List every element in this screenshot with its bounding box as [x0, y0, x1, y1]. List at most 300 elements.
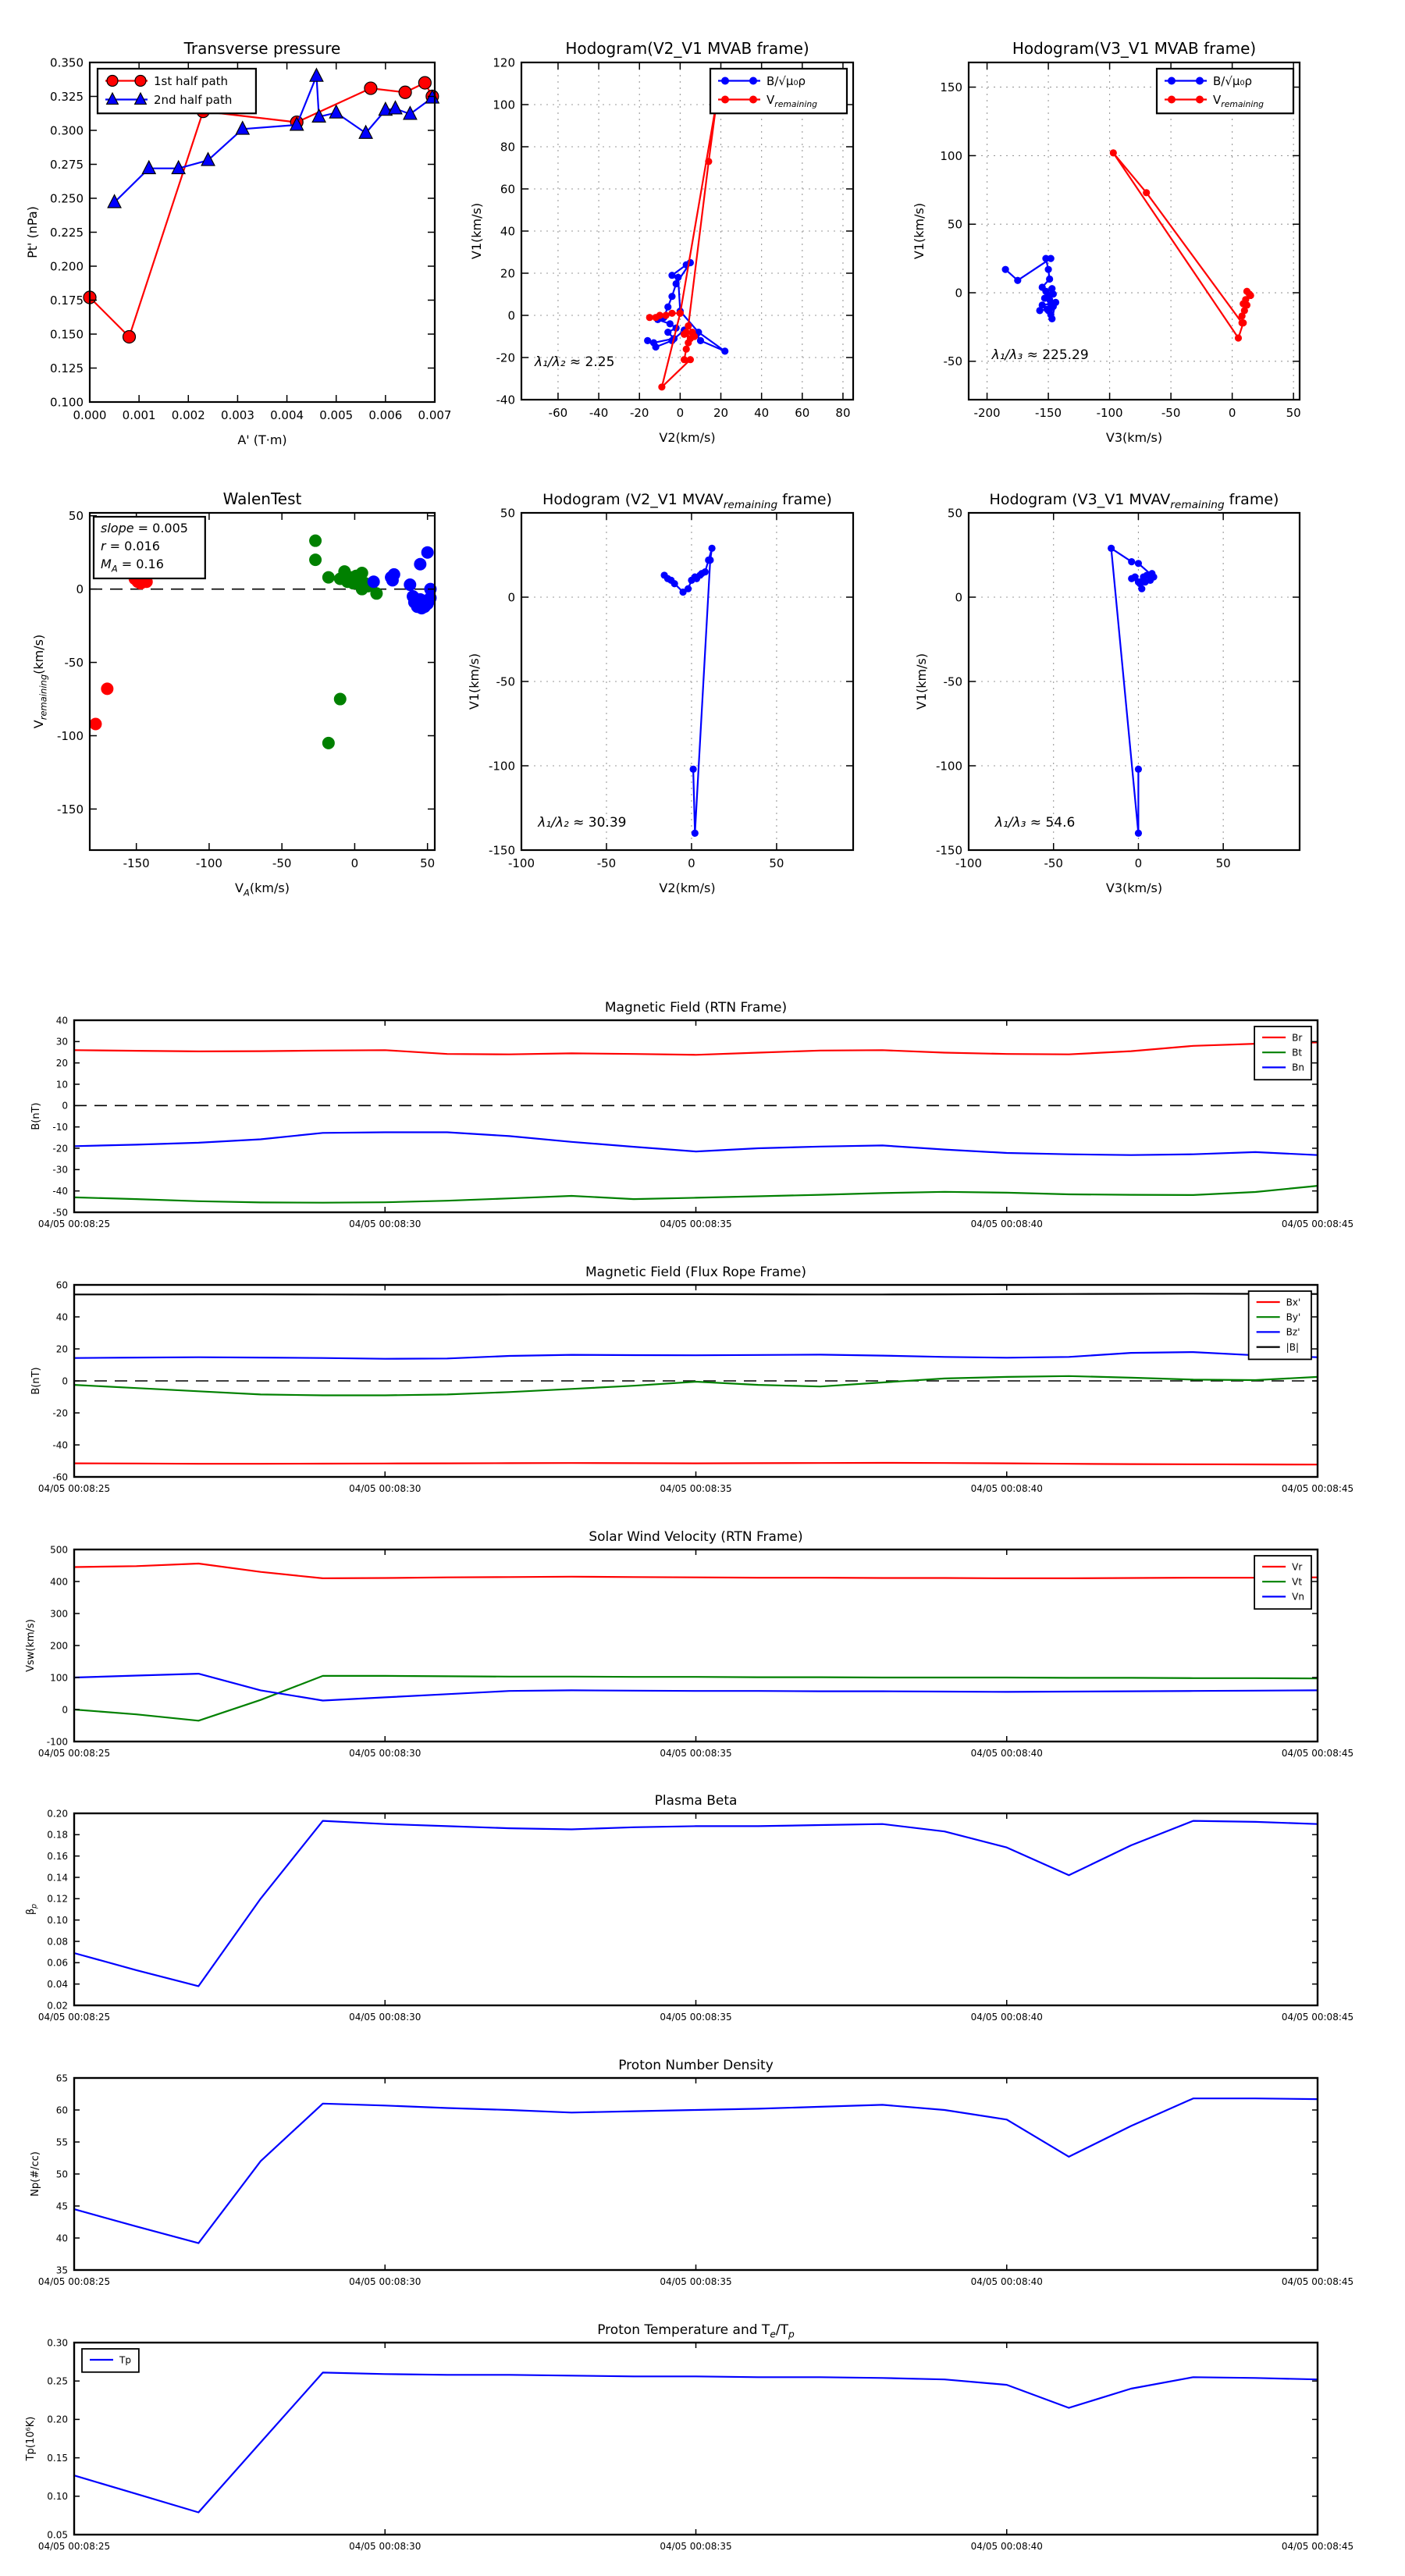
x-tick-label: 04/05 00:08:30: [349, 2012, 422, 2023]
data-point-marker: [1168, 96, 1176, 104]
hodo_v3_mvav-series-V hodogram: [1112, 548, 1154, 833]
b_rtn-ylabel: B(nT): [30, 1102, 42, 1130]
hodo_v2_mvav-xlabel: V2(km/s): [659, 881, 716, 895]
legend-label: $V_{remaining}$: [1213, 92, 1264, 109]
infobox-line: slope = 0.005: [101, 521, 188, 536]
legend-label: Bz': [1286, 1326, 1300, 1338]
circle-marker: [123, 330, 136, 343]
hodo_v3_mvab-ylabel: V1(km/s): [912, 202, 927, 260]
data-point-marker: [644, 337, 651, 344]
x-tick-label: -20: [629, 406, 649, 420]
y-tick-label: -20: [496, 350, 515, 365]
x-tick-label: 04/05 00:08:45: [1281, 1219, 1354, 1229]
x-tick-label: 04/05 00:08:25: [37, 2012, 111, 2023]
data-point-marker: [1048, 315, 1055, 322]
data-point-marker: [692, 830, 699, 837]
transverse-series-1st half path: [90, 83, 432, 336]
legend-label: Tp: [119, 2354, 131, 2366]
x-tick-label: 04/05 00:08:40: [970, 1483, 1043, 1494]
y-tick-label: 0: [62, 1375, 68, 1387]
data-point-marker: [1143, 189, 1150, 196]
y-tick-label: -50: [52, 1207, 68, 1219]
b_fr-series-By': [74, 1376, 1318, 1396]
y-tick-label: 0.15: [47, 2452, 68, 2464]
y-tick-label: -50: [943, 674, 962, 689]
y-tick-label: 300: [50, 1608, 68, 1620]
y-tick-label: 50: [55, 2169, 68, 2180]
y-tick-label: 60: [500, 182, 515, 197]
y-tick-label: 0.06: [47, 1957, 68, 1969]
chart-hodo_v3_mvav: [914, 491, 1300, 895]
x-tick-label: 04/05 00:08:25: [37, 2541, 111, 2552]
y-tick-label: 0.175: [50, 293, 84, 308]
x-tick-label: 20: [713, 406, 729, 420]
y-tick-label: 0.350: [50, 55, 84, 70]
triangle-marker: [201, 153, 215, 165]
legend-label: Vt: [1292, 1576, 1303, 1588]
data-point-marker: [1036, 307, 1043, 314]
x-tick-label: 04/05 00:08:35: [660, 2541, 732, 2552]
vsw-title: Solar Wind Velocity (RTN Frame): [589, 1529, 803, 1545]
x-tick-label: -100: [1096, 406, 1123, 420]
data-point-marker: [1196, 77, 1204, 85]
y-tick-label: 50: [947, 506, 962, 521]
x-tick-label: 0.000: [73, 408, 107, 422]
beta-ylabel: $\beta_p$: [25, 1903, 39, 1916]
x-tick-label: 50: [1215, 856, 1231, 870]
legend-label: Br: [1292, 1032, 1303, 1044]
chart-hodo_v2_mvav: [467, 491, 853, 895]
data-point-marker: [705, 158, 712, 165]
data-point-marker: [690, 766, 697, 773]
transverse-legend: [98, 69, 256, 113]
y-tick-label: 0.08: [47, 1936, 68, 1948]
triangle-marker: [142, 161, 155, 173]
y-tick-label: 20: [500, 266, 515, 281]
tp-ylabel: Tp(10⁶K): [25, 2416, 37, 2461]
data-point-marker: [322, 571, 335, 584]
x-tick-label: 04/05 00:08:40: [970, 2541, 1043, 2552]
hodo_v3_mvav-annotation: λ₁/λ₃ ≈ 54.6: [994, 814, 1076, 831]
x-tick-label: 0.004: [270, 408, 304, 422]
x-tick-label: 0: [688, 856, 695, 870]
x-tick-label: -100: [955, 856, 983, 870]
x-tick-label: 04/05 00:08:45: [1281, 2541, 1354, 2552]
walen-title: WalenTest: [222, 489, 302, 508]
data-point-marker: [1135, 560, 1142, 567]
vsw-series-Vr: [74, 1564, 1318, 1578]
data-point-marker: [309, 553, 322, 566]
hodo_v2_mvav-title: Hodogram (V2_V1 $MVAV_{remaining}$ frame): [542, 491, 832, 512]
data-point-marker: [702, 568, 709, 575]
chart-walen: [31, 489, 436, 898]
data-point-marker: [749, 96, 757, 104]
b_fr-ylabel: B(nT): [30, 1367, 42, 1395]
y-tick-label: -100: [935, 759, 962, 774]
b_rtn-series-Bt: [74, 1186, 1318, 1203]
data-point-marker: [668, 293, 675, 300]
y-tick-label: 500: [50, 1544, 68, 1556]
transverse-markers-1st half path: [84, 73, 439, 343]
b_fr-series-Bx': [74, 1463, 1318, 1464]
chart-hodo_v3_mvab: [912, 39, 1301, 445]
x-tick-label: 0.002: [171, 408, 205, 422]
legend-label: By': [1286, 1311, 1301, 1323]
chart-tp: [25, 2322, 1353, 2552]
x-tick-label: 04/05 00:08:25: [37, 1219, 111, 1229]
x-tick-label: 0: [350, 856, 359, 870]
circle-marker: [135, 76, 146, 87]
y-tick-label: 35: [55, 2265, 68, 2276]
hodo_v2_mvab-legend: [710, 69, 847, 113]
x-tick-label: -50: [1044, 856, 1063, 870]
y-tick-label: 0: [507, 590, 515, 605]
x-tick-label: 04/05 00:08:40: [970, 1219, 1043, 1229]
x-tick-label: 0.005: [319, 408, 354, 422]
data-point-marker: [652, 314, 659, 321]
b_rtn-title: Magnetic Field (RTN Frame): [604, 1000, 788, 1016]
y-tick-label: -150: [935, 843, 962, 858]
b_rtn-series-Br: [74, 1042, 1318, 1055]
data-point-marker: [1041, 294, 1048, 301]
y-tick-label: 0.02: [47, 2000, 68, 2012]
data-point-marker: [1002, 266, 1009, 273]
transverse-ylabel: Pt' (nPa): [25, 206, 40, 258]
y-tick-label: -60: [52, 1471, 68, 1483]
data-point-marker: [368, 575, 380, 588]
y-tick-label: 65: [55, 2073, 68, 2084]
y-tick-label: 0.150: [50, 327, 84, 342]
y-tick-label: -40: [52, 1185, 68, 1197]
triangle-marker: [389, 101, 402, 114]
y-tick-label: 0.20: [47, 2414, 68, 2425]
x-tick-label: 04/05 00:08:45: [1281, 2276, 1354, 2287]
transverse-title: Transverse pressure: [183, 39, 341, 58]
x-tick-label: -100: [195, 856, 222, 870]
data-point-marker: [1128, 558, 1135, 565]
x-tick-label: 04/05 00:08:25: [37, 2276, 111, 2287]
x-tick-label: -40: [589, 406, 609, 420]
y-tick-label: 60: [55, 1279, 68, 1291]
data-point-marker: [683, 329, 690, 336]
y-tick-label: 0.18: [47, 1829, 68, 1841]
data-point-marker: [681, 356, 688, 363]
y-tick-label: 0: [76, 582, 84, 597]
data-point-marker: [663, 311, 670, 318]
x-tick-label: 04/05 00:08:30: [349, 1483, 422, 1494]
legend-label: $V_{remaining}$: [767, 92, 818, 109]
vsw-legend: [1254, 1556, 1311, 1609]
walen-markers-green points: [309, 535, 382, 749]
tp-legend: [82, 2349, 139, 2372]
y-tick-label: 0.300: [50, 123, 84, 138]
y-tick-label: -50: [496, 674, 515, 689]
y-tick-label: 0.04: [47, 1978, 68, 1990]
data-point-marker: [683, 346, 690, 353]
y-tick-label: -100: [488, 759, 515, 774]
x-tick-label: 04/05 00:08:35: [660, 1748, 732, 1759]
walen-markers-blue points: [368, 546, 437, 614]
b_fr-series-Bz': [74, 1352, 1318, 1359]
legend-label: Vn: [1292, 1591, 1304, 1603]
beta-axes-frame: [74, 1813, 1318, 2005]
chart-b_rtn: [30, 1000, 1353, 1229]
y-tick-label: 0.05: [47, 2529, 68, 2541]
data-point-marker: [1168, 77, 1176, 85]
y-tick-label: 80: [500, 140, 515, 155]
legend-label: Vr: [1292, 1561, 1303, 1573]
np-axes-frame: [74, 2078, 1318, 2270]
x-tick-label: 0.006: [368, 408, 403, 422]
y-tick-label: 0.250: [50, 191, 84, 206]
data-point-marker: [1135, 830, 1142, 837]
x-tick-label: -100: [507, 856, 535, 870]
b_rtn-axes-frame: [74, 1020, 1318, 1212]
y-tick-label: 50: [500, 506, 515, 521]
infobox-line: $M_A = 0.16$: [101, 557, 164, 575]
x-tick-label: -200: [973, 406, 1001, 420]
np-series-Np: [74, 2098, 1318, 2243]
tp-title: Proton Temperature and $T_e/T_p$: [597, 2322, 795, 2340]
x-tick-label: 04/05 00:08:40: [970, 2276, 1043, 2287]
y-tick-label: -30: [52, 1164, 68, 1176]
data-point-marker: [1044, 266, 1051, 273]
y-tick-label: -20: [52, 1407, 68, 1419]
x-tick-label: -50: [272, 856, 292, 870]
x-tick-label: 04/05 00:08:45: [1281, 1483, 1354, 1494]
hodo_v2_mvav-ylabel: V1(km/s): [467, 653, 482, 710]
x-tick-label: 04/05 00:08:30: [349, 1219, 422, 1229]
data-point-marker: [1136, 580, 1144, 587]
data-point-marker: [721, 347, 728, 354]
x-tick-label: 0: [1228, 406, 1236, 420]
x-tick-label: 0.007: [418, 408, 452, 422]
chart-beta: [25, 1793, 1353, 2023]
x-tick-label: 0: [1134, 856, 1143, 870]
x-tick-label: 80: [835, 406, 851, 420]
data-point-marker: [668, 310, 675, 317]
y-tick-label: 100: [50, 1672, 68, 1684]
legend-label: Bt: [1292, 1047, 1303, 1059]
y-tick-label: 0.100: [50, 395, 84, 410]
data-point-marker: [674, 274, 681, 281]
hodo_v2_mvab-ylabel: V1(km/s): [469, 202, 484, 260]
chart-np: [30, 2058, 1353, 2287]
y-tick-label: -100: [46, 1736, 68, 1748]
data-point-marker: [668, 272, 675, 279]
np-ylabel: Np(#/cc): [30, 2151, 41, 2197]
data-point-marker: [1046, 276, 1053, 283]
data-point-marker: [370, 587, 382, 600]
x-tick-label: 04/05 00:08:35: [660, 2276, 732, 2287]
y-tick-label: 0.14: [47, 1872, 68, 1884]
legend-label: B/√μ₀ρ: [1213, 73, 1252, 88]
x-tick-label: 50: [1286, 406, 1301, 420]
x-tick-label: 04/05 00:08:25: [37, 1748, 111, 1759]
y-tick-label: -10: [52, 1121, 68, 1133]
vsw-series-Vt: [74, 1676, 1318, 1720]
data-point-marker: [687, 356, 694, 363]
y-tick-label: 0.12: [47, 1893, 68, 1905]
chart-b_fr: [30, 1265, 1353, 1494]
data-point-marker: [1108, 545, 1115, 552]
b_fr-series-|B|: [74, 1293, 1318, 1294]
x-tick-label: 04/05 00:08:40: [970, 2012, 1043, 2023]
y-tick-label: 30: [55, 1036, 68, 1048]
data-point-marker: [646, 314, 653, 321]
beta-title: Plasma Beta: [654, 1793, 738, 1809]
legend-label: B/√μ₀ρ: [767, 73, 806, 88]
x-tick-label: -150: [1035, 406, 1062, 420]
x-tick-label: 04/05 00:08:30: [349, 2541, 422, 2552]
data-point-marker: [685, 585, 692, 592]
x-tick-label: 04/05 00:08:35: [660, 1219, 732, 1229]
y-tick-label: 40: [55, 1311, 68, 1323]
data-point-marker: [1148, 571, 1155, 578]
circle-marker: [107, 76, 118, 87]
y-tick-label: -40: [496, 393, 515, 407]
b_fr-legend: [1249, 1291, 1311, 1359]
y-tick-label: 10: [55, 1079, 68, 1091]
legend-label: 2nd half path: [154, 92, 233, 107]
data-point-marker: [697, 337, 704, 344]
hodo_v3_mvab-title: Hodogram(V3_V1 MVAB frame): [1012, 39, 1257, 58]
data-point-marker: [1239, 312, 1246, 319]
data-point-marker: [664, 304, 671, 311]
x-tick-label: 04/05 00:08:40: [970, 1748, 1043, 1759]
y-tick-label: 20: [55, 1057, 68, 1069]
data-point-marker: [673, 280, 680, 287]
hodo_v2_mvab-title: Hodogram(V2_V1 MVAB frame): [565, 39, 809, 58]
y-tick-label: 120: [493, 55, 515, 70]
hodo_v2_mvab-annotation: λ₁/λ₂ ≈ 2.25: [535, 354, 615, 370]
data-point-marker: [423, 595, 436, 607]
data-point-marker: [658, 383, 665, 390]
y-tick-label: 0.30: [47, 2337, 68, 2349]
data-point-marker: [1014, 277, 1021, 284]
data-point-marker: [1235, 334, 1242, 341]
data-point-marker: [721, 96, 729, 104]
y-tick-label: -150: [56, 802, 84, 817]
x-tick-label: 04/05 00:08:45: [1281, 2012, 1354, 2023]
data-point-marker: [652, 343, 659, 350]
chart-transverse: [25, 39, 451, 447]
x-tick-label: 04/05 00:08:25: [37, 1483, 111, 1494]
x-tick-label: -50: [1161, 406, 1181, 420]
data-point-marker: [671, 580, 678, 587]
y-tick-label: 0.225: [50, 225, 84, 240]
hodo_v3_mvab-series-Vremaining: [1113, 153, 1250, 338]
np-title: Proton Number Density: [618, 2058, 774, 2073]
y-tick-label: 0.275: [50, 157, 84, 172]
y-tick-label: 0.200: [50, 259, 84, 274]
hodo_v3_mvab-markers-B/√μ₀ρ: [1002, 255, 1060, 322]
walen-ylabel: $V_{remaining}(km/s)$: [31, 634, 49, 729]
y-tick-label: -20: [52, 1143, 68, 1155]
x-tick-label: 04/05 00:08:30: [349, 2276, 422, 2287]
x-tick-label: 04/05 00:08:35: [660, 2012, 732, 2023]
y-tick-label: 0: [62, 1100, 68, 1112]
vsw-ylabel: Vsw(km/s): [25, 1619, 37, 1672]
b_rtn-series-Bn: [74, 1133, 1318, 1155]
hodo_v2_mvav-markers-V hodogram: [660, 545, 715, 837]
y-tick-label: -50: [943, 354, 962, 369]
y-tick-label: -150: [488, 843, 515, 858]
y-tick-label: 400: [50, 1576, 68, 1588]
data-point-marker: [685, 322, 692, 329]
data-point-marker: [414, 558, 426, 571]
x-tick-label: -150: [123, 856, 150, 870]
data-point-marker: [404, 578, 416, 591]
hodo_v3_mvab-xlabel: V3(km/s): [1105, 430, 1163, 445]
x-tick-label: 60: [795, 406, 810, 420]
chart-vsw: [25, 1529, 1353, 1759]
data-point-marker: [101, 682, 113, 695]
tp-axes-frame: [74, 2343, 1318, 2535]
legend-label: |B|: [1286, 1341, 1300, 1353]
legend-label: Bn: [1292, 1062, 1304, 1073]
data-point-marker: [322, 737, 335, 749]
y-tick-label: 55: [55, 2137, 68, 2148]
x-tick-label: 50: [420, 856, 436, 870]
data-point-marker: [1239, 319, 1246, 326]
y-tick-label: 150: [940, 80, 962, 95]
y-tick-label: 0: [62, 1704, 68, 1716]
data-point-marker: [677, 310, 684, 317]
x-tick-label: -60: [548, 406, 568, 420]
x-tick-label: 40: [754, 406, 770, 420]
data-point-marker: [691, 333, 698, 340]
y-tick-label: 100: [940, 148, 962, 163]
hodo_v3_mvab-annotation: λ₁/λ₃ ≈ 225.29: [991, 347, 1089, 364]
x-tick-label: 04/05 00:08:35: [660, 1483, 732, 1494]
data-point-marker: [706, 557, 713, 564]
walen-infobox: [94, 517, 205, 578]
y-tick-label: 40: [55, 2233, 68, 2244]
data-point-marker: [721, 77, 729, 85]
data-point-marker: [309, 535, 322, 547]
walen-xlabel: $V_A(km/s)$: [235, 881, 290, 898]
y-tick-label: 20: [55, 1343, 68, 1355]
y-tick-label: 60: [55, 2105, 68, 2116]
triangle-marker: [310, 69, 323, 81]
data-point-marker: [386, 574, 399, 586]
circle-marker: [399, 86, 411, 98]
hodo_v2_mvab-xlabel: V2(km/s): [659, 430, 716, 445]
x-tick-label: 0: [676, 406, 685, 420]
chart-hodo_v2_mvab: [469, 39, 853, 445]
beta-series-beta_p: [74, 1821, 1318, 1987]
hodo_v2_mvav-annotation: λ₁/λ₂ ≈ 30.39: [538, 814, 627, 831]
data-point-marker: [685, 340, 692, 347]
y-tick-label: 50: [947, 217, 962, 232]
y-tick-label: 50: [68, 509, 84, 524]
data-point-marker: [709, 545, 716, 552]
y-tick-label: 0: [955, 590, 962, 605]
y-tick-label: 0.10: [47, 2491, 68, 2503]
y-tick-label: 0.25: [47, 2375, 68, 2387]
x-tick-label: 04/05 00:08:30: [349, 1748, 422, 1759]
legend-label: 1st half path: [154, 73, 229, 88]
b_rtn-legend: [1254, 1026, 1311, 1080]
y-tick-label: 0.20: [47, 1808, 68, 1820]
y-tick-label: 40: [55, 1015, 68, 1026]
data-point-marker: [422, 546, 434, 559]
x-tick-label: -50: [596, 856, 617, 870]
infobox-line: r = 0.016: [101, 539, 160, 554]
y-tick-label: 45: [55, 2201, 68, 2212]
y-tick-label: -50: [64, 655, 84, 670]
